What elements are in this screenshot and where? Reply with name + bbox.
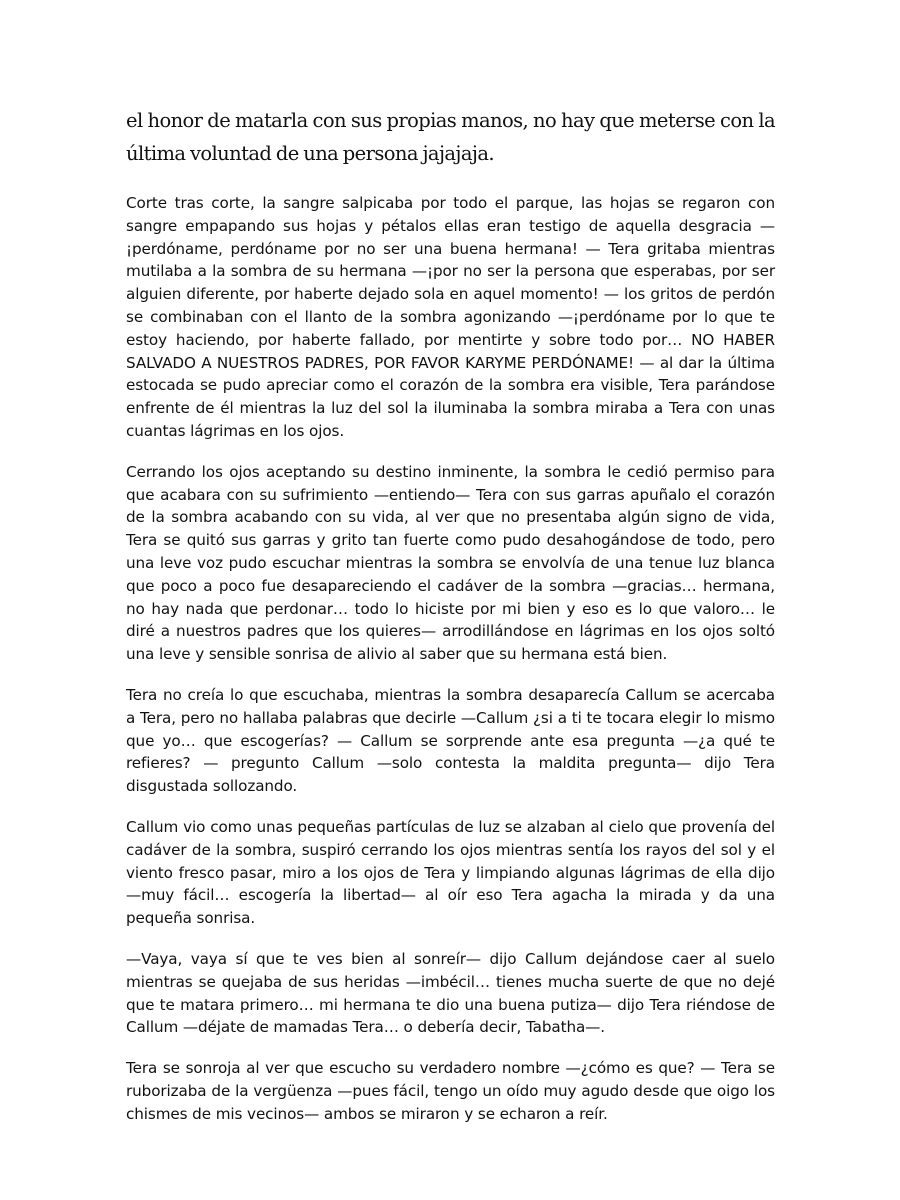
body-paragraph-6: Tera se sonroja al ver que escucho su verdadero nombre —¿cómo es que? — Tera se ruborizaba de la vergüenza —pues fácil, tengo un oído muy agudo desde que oigo los chismes de mis vecinos— ambos se miraron y se echaron a reír. (126, 1059, 775, 1123)
body-paragraph-4: Callum vio como unas pequeñas partículas de luz se alzaban al cielo que provenía del cadáver de la sombra, suspiró cerrando los ojos mientras sentía los rayos del sol y el viento fresco pasar, miro a los ojos de Tera y limpiando algunas lágrimas de ella dijo —muy fácil… escogería la libertad— al oír eso Tera agacha la mirada y da una pequeña sonrisa. (126, 817, 775, 928)
body-paragraph-2: Cerrando los ojos aceptando su destino inminente, la sombra le cedió permiso para que acabara con su sufrimiento —entiendo— Tera con sus garras apuñalo el corazón de la sombra acabando con su vida, al ver que no presentaba algún signo de vida, Tera se quitó sus garras y grito tan fuerte como pudo desahogándose de todo, pero una leve voz pudo escuchar mientras la sombra se envolvía de una tenue luz blanca que poco a poco fue desapareciendo el cadáver de la sombra —gracias… hermana, no hay nada que perdonar… todo lo hiciste por mi bien y eso es lo que valoro… le diré a nuestros padres que los quieres— arrodillándose en lágrimas en los ojos soltó una leve y sensible sonrisa de alivio al saber que su hermana está bien. (126, 462, 775, 664)
body-paragraph-5: —Vaya, vaya sí que te ves bien al sonreír— dijo Callum dejándose caer al suelo mientras se quejaba de sus heridas —imbécil… tienes mucha suerte de que no dejé que te matara primero… mi hermana te dio una buena putiza— dijo Tera riéndose de Callum —déjate de mamadas Tera… o debería decir, Tabatha—. (126, 949, 775, 1037)
body-paragraph-3: Tera no creía lo que escuchaba, mientras la sombra desaparecía Callum se acercaba a Tera, pero no hallaba palabras que decirle —Callum ¿si a ti te tocara elegir lo mismo que yo… que escogerías? — Callum se sorprende ante esa pregunta —¿a qué te refieres? — pregunto Callum —solo contesta la maldita pregunta— dijo Tera disgustada sollozando. (126, 685, 775, 796)
body-paragraph-1: Corte tras corte, la sangre salpicaba por todo el parque, las hojas se regaron con sangre empapando sus hojas y pétalos ellas eran testigo de aquella desgracia —¡perdóname, perdóname por no ser una buena hermana! — Tera gritaba mientras mutilaba a la sombra de su hermana —¡por no ser la persona que esperabas, por ser alguien diferente, por haberte dejado sola en aquel momento! — los gritos de perdón se combinaban con el llanto de la sombra agonizando —¡perdóname por lo que te estoy haciendo, por haberte fallado, por mentirte y sobre todo por… NO HABER SALVADO A NUESTROS PADRES, POR FAVOR KARYME PERDÓNAME! — al dar la última estocada se pudo apreciar como el corazón de la sombra era visible, Tera parándose enfrente de él mientras la luz del sol la iluminaba la sombra miraba a Tera con unas cuantas lágrimas en los ojos. (126, 194, 775, 440)
document-page (126, 104, 775, 1143)
lead-paragraph: el honor de matarla con sus propias manos, no hay que meterse con la última voluntad de una persona jajajaja. (126, 109, 775, 165)
